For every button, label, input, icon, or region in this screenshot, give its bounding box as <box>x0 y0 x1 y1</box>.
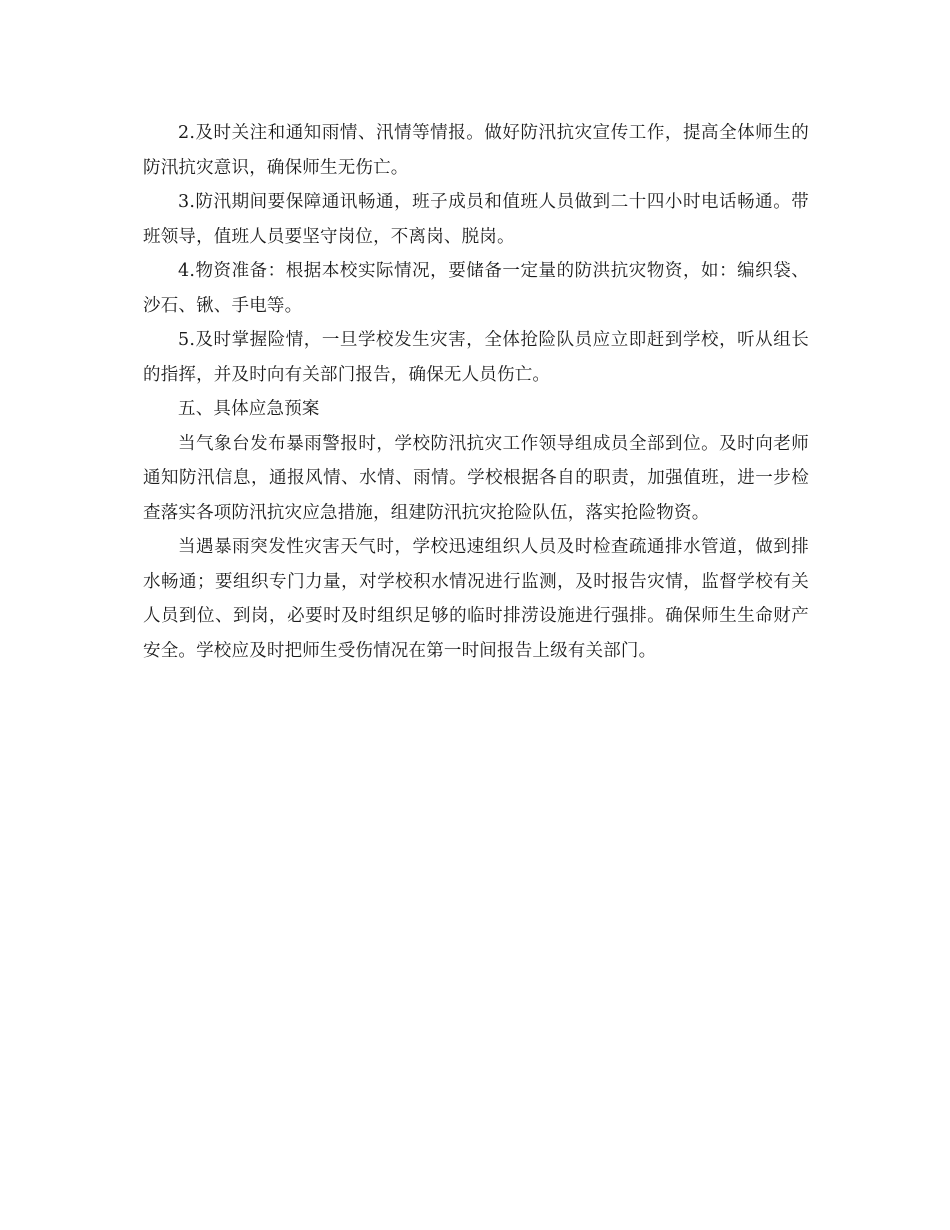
paragraph-alert: 当气象台发布暴雨警报时，学校防汛抗灾工作领导组成员全部到位。及时向老师通知防汛信息，通报风情、水情、雨情。学校根据各自的职责，加强值班，进一步检查落实各项防汛抗灾应急措施，组建防汛抗灾抢险队伍，落实抢险物资。 <box>143 433 809 523</box>
paragraph-item-5: 5.及时掌握险情，一旦学校发生灾害，全体抢险队员应立即赶到学校，听从组长的指挥，并及时向有关部门报告，确保无人员伤亡。 <box>143 330 809 385</box>
section-heading: 五、具体应急预案 <box>178 399 320 419</box>
paragraph-item-3: 3.防汛期间要保障通讯畅通，班子成员和值班人员做到二十四小时电话畅通。带班领导，值班人员要坚守岗位，不离岗、脱岗。 <box>143 192 809 247</box>
paragraph-storm: 当遇暴雨突发性灾害天气时，学校迅速组织人员及时检查疏通排水管道，做到排水畅通；要组织专门力量，对学校积水情况进行监测，及时报告灾情，监督学校有关人员到位、到岗，必要时及时组织足够的临时排涝设施进行强排。确保师生生命财产安全。学校应及时把师生受伤情况在第一时间报告上级有关部门。 <box>143 537 809 661</box>
document-body <box>143 116 809 668</box>
paragraph-item-4: 4.物资准备：根据本校实际情况，要储备一定量的防洪抗灾物资，如：编织袋、沙石、锹、手电等。 <box>143 261 809 316</box>
paragraph-item-2: 2.及时关注和通知雨情、汛情等情报。做好防汛抗灾宣传工作，提高全体师生的防汛抗灾意识，确保师生无伤亡。 <box>143 123 809 178</box>
